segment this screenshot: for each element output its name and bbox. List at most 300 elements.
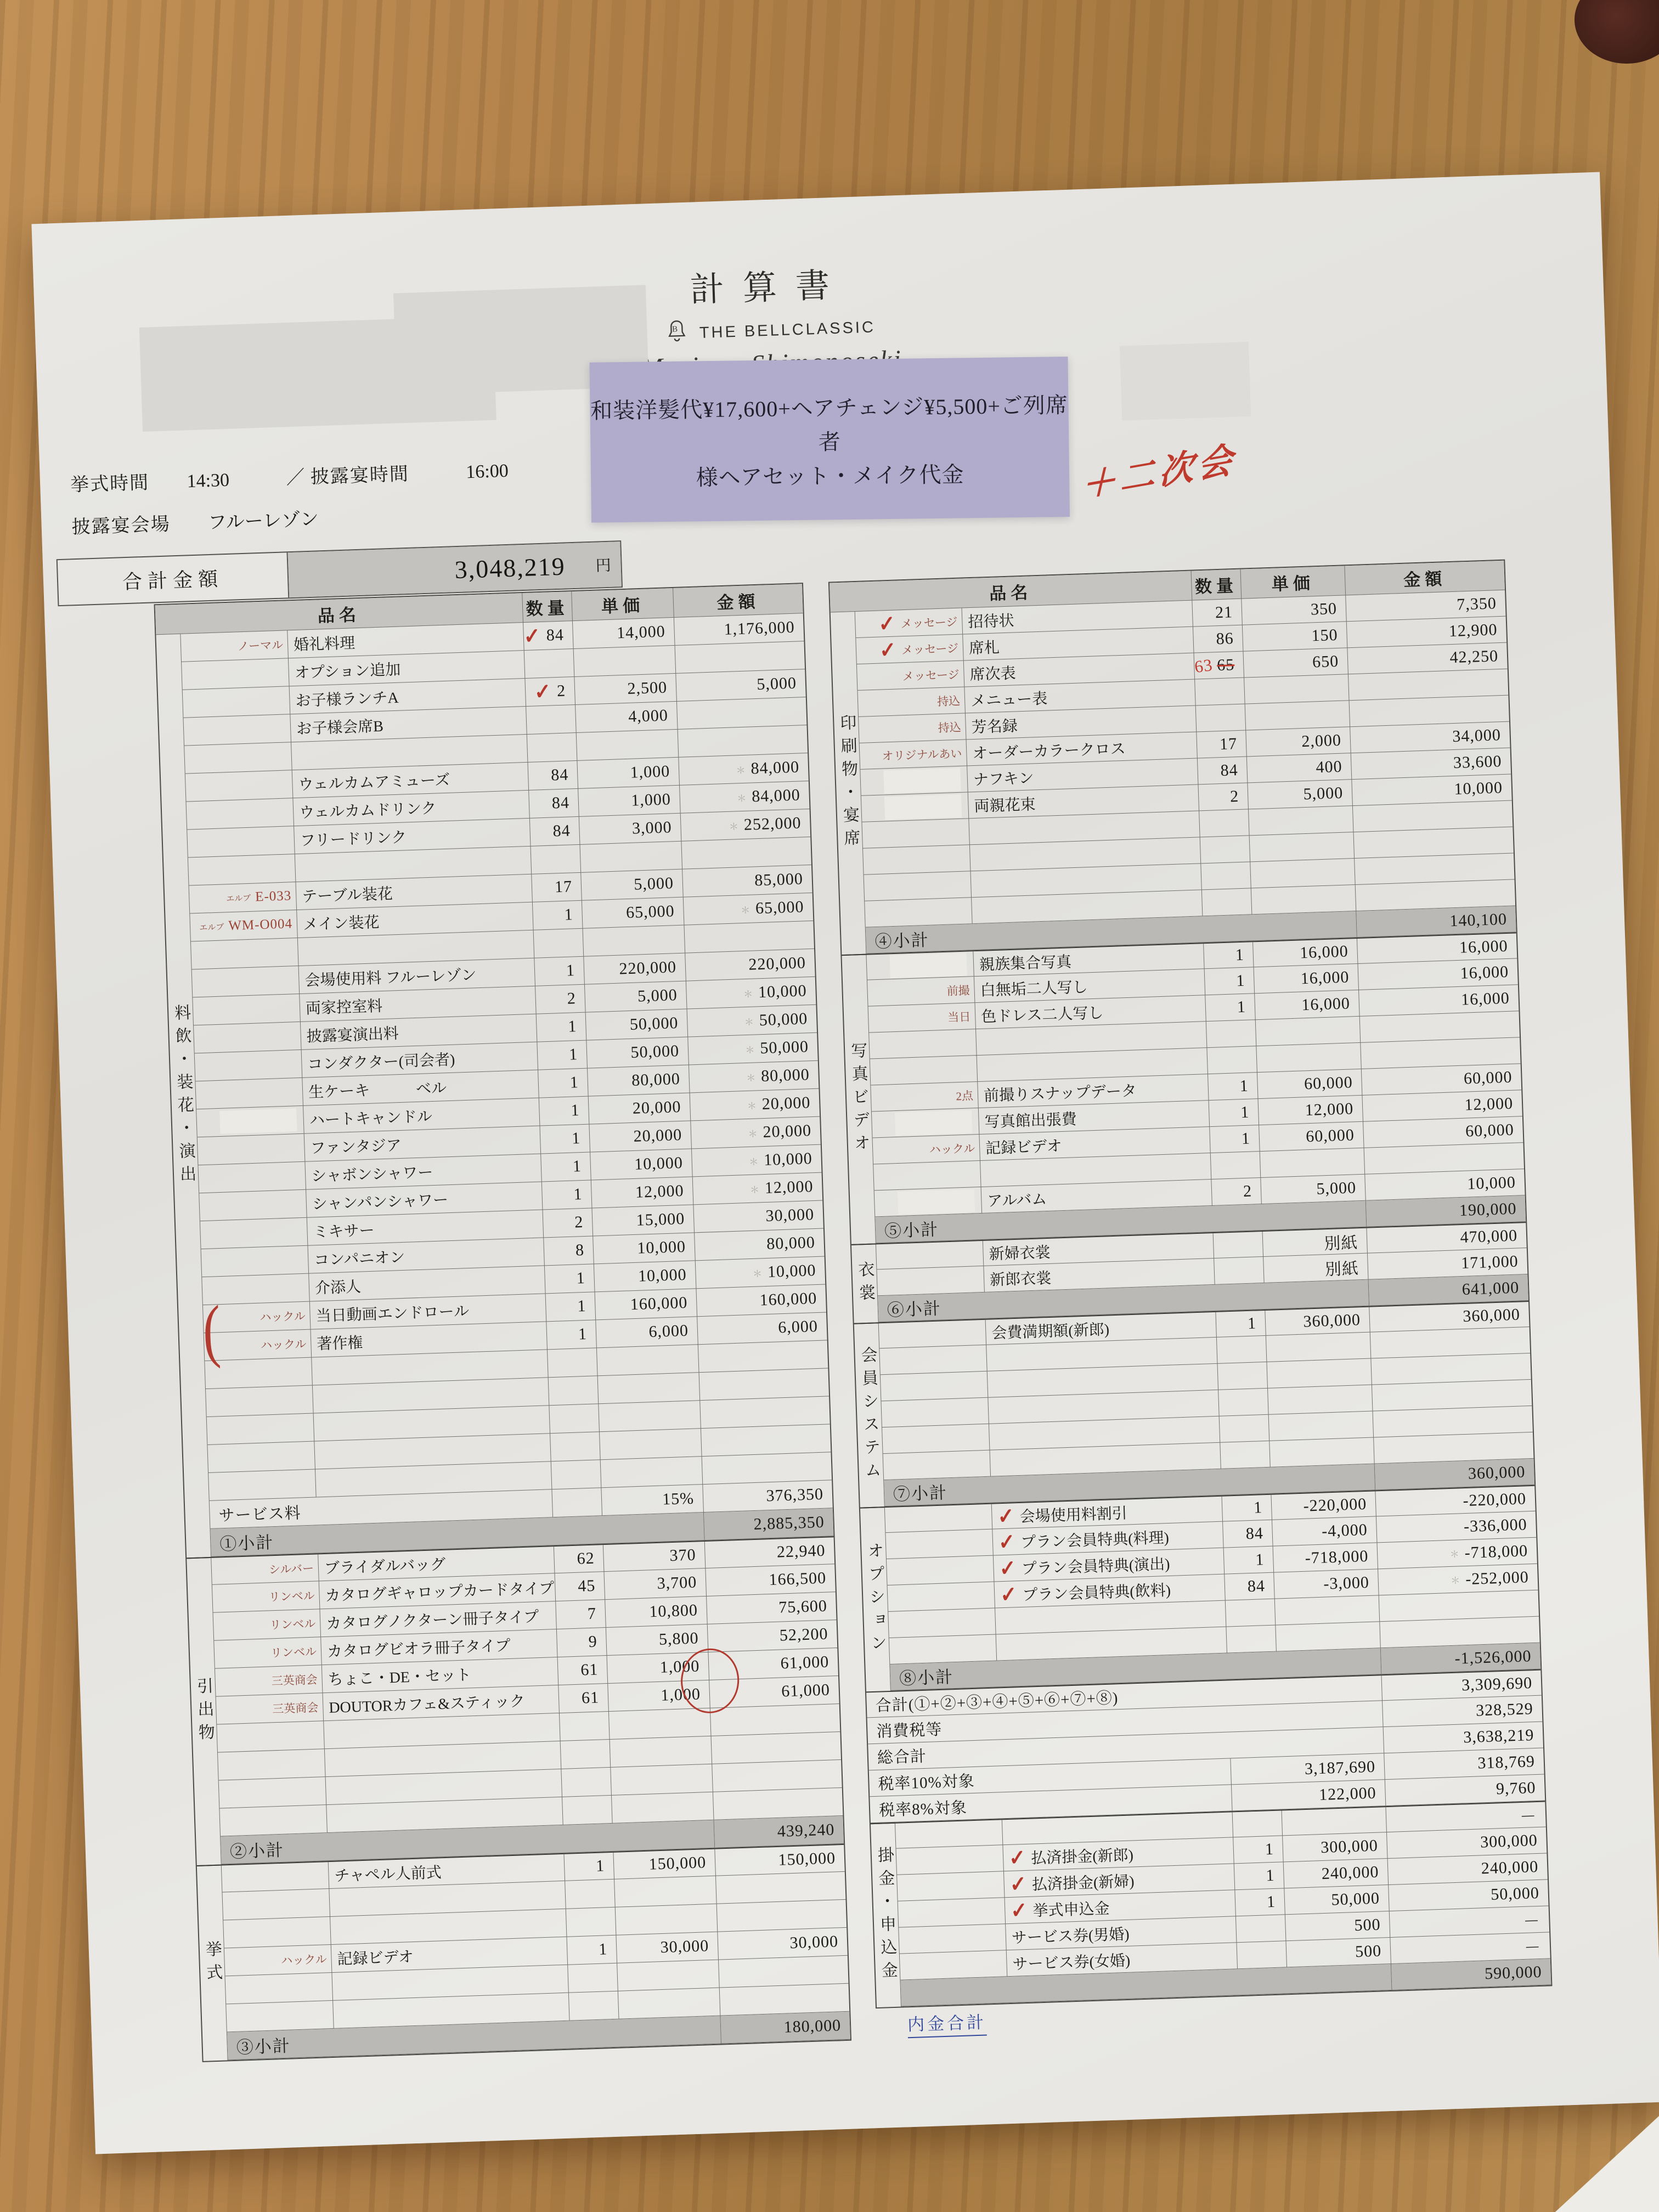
service-fee-mark: ＊ bbox=[749, 1156, 759, 1167]
red-paren-annotation: ( bbox=[201, 1291, 222, 1370]
item-qty: 1 bbox=[1205, 967, 1255, 995]
vendor-label bbox=[213, 1609, 321, 1640]
subtotal-label: ②小計 bbox=[221, 1820, 715, 1865]
subtotal-amount: 641,000 bbox=[1369, 1274, 1528, 1306]
subtotal-label: ⑥小計 bbox=[878, 1280, 1369, 1323]
vendor-label bbox=[870, 1056, 978, 1085]
item-amount bbox=[700, 1396, 830, 1429]
total-amount: 3,309,690 bbox=[1382, 1671, 1542, 1701]
col-header-qty: 数量 bbox=[522, 591, 573, 623]
item-name-text: DOUTORカフェ&スティック bbox=[328, 1693, 526, 1717]
checkmark-icon: ✓ bbox=[534, 679, 552, 704]
vendor-label bbox=[214, 1637, 322, 1668]
section-label-text: 印刷物・宴席 bbox=[837, 714, 860, 853]
item-qty bbox=[561, 1740, 611, 1769]
item-unit-price: 50,000 bbox=[586, 1037, 689, 1069]
service-fee-mark: ＊ bbox=[744, 1017, 755, 1028]
item-unit-price: 5,000 bbox=[581, 870, 684, 901]
item-amount bbox=[675, 641, 805, 674]
ceremony-time-label: 挙式時間 bbox=[70, 472, 150, 496]
vendor-name: メッセージ bbox=[900, 615, 958, 630]
vendor-label bbox=[183, 686, 291, 718]
item-unit-price bbox=[1266, 1333, 1371, 1362]
item-qty bbox=[1199, 809, 1250, 837]
redaction-box bbox=[889, 952, 967, 978]
service-fee-rate: 15% bbox=[601, 1485, 704, 1516]
item-qty bbox=[527, 733, 578, 763]
yen-label: 円 bbox=[595, 557, 612, 575]
redaction-box bbox=[884, 794, 962, 820]
item-amount: ＊ 65,000 bbox=[684, 893, 814, 926]
section-label-text: 会員システム bbox=[858, 1346, 881, 1485]
item-unit-price: 16,000 bbox=[1254, 964, 1359, 994]
subtotal-amount: 180,000 bbox=[720, 2012, 850, 2044]
item-qty: 2 bbox=[543, 1208, 594, 1238]
checkmark-icon: ✓ bbox=[1008, 1845, 1026, 1870]
item-name-text: 会場使用料 フルーレゾン bbox=[304, 967, 477, 990]
vendor-name: ノーマル bbox=[237, 638, 284, 653]
vendor-label bbox=[188, 854, 296, 885]
vendor-label bbox=[219, 1777, 327, 1808]
vendor-name: メッセージ bbox=[901, 641, 959, 657]
table-object bbox=[1575, 0, 1659, 64]
vendor-label bbox=[206, 1386, 314, 1417]
vendor-name: 持込 bbox=[938, 720, 962, 735]
col-header-amount: 金額 bbox=[1345, 561, 1505, 596]
item-qty bbox=[548, 1348, 598, 1378]
vendor-label bbox=[883, 1451, 991, 1480]
item-amount: 75,600 bbox=[707, 1592, 837, 1624]
vendor-label bbox=[187, 798, 295, 830]
item-unit-price: 3,000 bbox=[579, 814, 682, 845]
uchikin-total-label: 内金合計 bbox=[907, 2008, 987, 2038]
item-qty: 1 bbox=[539, 1097, 590, 1126]
vendor-label bbox=[872, 1108, 979, 1138]
item-qty bbox=[1220, 1441, 1271, 1469]
vendor-label bbox=[899, 1924, 1006, 1954]
item-unit-price: 30,000 bbox=[616, 1932, 719, 1963]
item-unit-price: 300,000 bbox=[1283, 1832, 1387, 1862]
vendor-name: エルブ bbox=[199, 922, 224, 933]
item-unit-price bbox=[574, 646, 676, 677]
item-name-text: 生ケーキ ベル bbox=[308, 1080, 447, 1102]
item-qty: 1 bbox=[1224, 1547, 1274, 1575]
vendor-label bbox=[185, 770, 294, 802]
vendor-label bbox=[224, 1945, 332, 1976]
handwritten-annotation: ＋二次会 bbox=[1081, 439, 1237, 506]
item-amount bbox=[720, 1984, 850, 2016]
vendor-label bbox=[895, 1820, 1003, 1848]
item-amount: 60,000 bbox=[1362, 1064, 1521, 1096]
item-amount: － bbox=[1390, 1932, 1550, 1964]
item-unit-price bbox=[597, 1345, 699, 1376]
tax-base: 3,187,690 bbox=[1231, 1753, 1385, 1785]
item-qty bbox=[1217, 1336, 1267, 1364]
item-unit-price: 150,000 bbox=[613, 1849, 716, 1880]
col-header-item: 品名 bbox=[830, 571, 1192, 613]
vendor-label bbox=[882, 1424, 990, 1454]
item-unit-price: 12,000 bbox=[1259, 1096, 1363, 1125]
subtotal-amount: 439,240 bbox=[714, 1816, 844, 1848]
vendor-name: メッセージ bbox=[902, 668, 960, 683]
item-unit-price bbox=[580, 842, 682, 873]
item-qty: 61 bbox=[558, 1684, 609, 1713]
item-unit-price: -4,000 bbox=[1272, 1516, 1377, 1546]
service-fee-mark: ＊ bbox=[745, 1044, 755, 1056]
item-name-text: 会費満期額(新郎) bbox=[991, 1321, 1110, 1342]
item-unit-price: 15,000 bbox=[592, 1205, 695, 1236]
vendor-label bbox=[200, 1218, 308, 1249]
vendor-label bbox=[896, 1845, 1003, 1875]
item-unit-price: 10,000 bbox=[594, 1261, 697, 1292]
left-table bbox=[154, 583, 852, 2062]
item-amount bbox=[698, 1340, 828, 1373]
vendor-label bbox=[867, 977, 975, 1006]
item-unit-price: 65,000 bbox=[582, 898, 685, 929]
item-qty: 1 bbox=[537, 1041, 588, 1070]
item-unit-price: 370 bbox=[603, 1542, 706, 1572]
item-qty bbox=[1220, 1415, 1270, 1443]
item-amount: 12,900 bbox=[1347, 617, 1506, 648]
item-amount: 85,000 bbox=[682, 865, 812, 898]
service-fee-label: サービス料 bbox=[210, 1489, 553, 1529]
item-qty: 2 bbox=[1211, 1178, 1262, 1206]
vendor-label bbox=[888, 1582, 995, 1612]
item-amount: 52,200 bbox=[708, 1620, 838, 1652]
item-amount: 34,000 bbox=[1350, 722, 1510, 754]
item-name-text: メイン装花 bbox=[302, 914, 380, 934]
item-amount: 16,000 bbox=[1358, 958, 1517, 990]
sticky-note bbox=[590, 357, 1070, 523]
event-info bbox=[70, 450, 676, 554]
item-unit-price: 50,000 bbox=[1284, 1885, 1389, 1915]
item-qty: 1 bbox=[1233, 1836, 1284, 1864]
item-unit-price: 別紙 bbox=[1263, 1254, 1368, 1283]
item-unit-price bbox=[1256, 1043, 1361, 1073]
item-unit-price: 20,000 bbox=[589, 1093, 691, 1124]
total-label: 消費税等 bbox=[867, 1701, 1384, 1744]
item-unit-price bbox=[1276, 1622, 1380, 1651]
item-name-text: ちょこ・DE・セット bbox=[328, 1667, 472, 1689]
item-unit-price: 1,000 bbox=[577, 758, 680, 789]
item-qty bbox=[1226, 1599, 1276, 1627]
item-amount: ＊ -252,000 bbox=[1378, 1564, 1538, 1596]
item-amount bbox=[678, 725, 808, 758]
item-unit-price bbox=[583, 926, 686, 957]
struck-qty: 65 bbox=[1216, 655, 1235, 674]
item-name-text: テーブル装花 bbox=[301, 885, 393, 906]
item-qty bbox=[1211, 1152, 1261, 1180]
item-unit-price bbox=[611, 1764, 713, 1796]
item-qty: 1 bbox=[1222, 1495, 1272, 1522]
item-amount: 6,000 bbox=[697, 1312, 827, 1345]
service-fee-mark: ＊ bbox=[749, 1184, 760, 1195]
vendor-name: 2点 bbox=[956, 1088, 974, 1103]
item-qty: 86 bbox=[1193, 625, 1244, 653]
item-unit-price: 16,000 bbox=[1253, 939, 1358, 967]
item-name-text: お子様会席B bbox=[296, 718, 384, 738]
venue-value: フルーレゾン bbox=[207, 509, 319, 534]
service-fee-mark: ＊ bbox=[1449, 1549, 1460, 1560]
item-name-text: カタログギャロップカードタイプ bbox=[325, 1580, 555, 1605]
item-name-text: 招待状 bbox=[967, 612, 1014, 631]
vendor-label bbox=[888, 1609, 996, 1638]
item-unit-price: 60,000 bbox=[1257, 1069, 1362, 1099]
item-amount: 470,000 bbox=[1367, 1223, 1526, 1254]
item-name-text: 新婦衣裳 bbox=[989, 1244, 1051, 1263]
vendor-code: WM-O004 bbox=[228, 916, 293, 934]
item-amount: 12,000 bbox=[1362, 1090, 1522, 1122]
item-unit-price bbox=[598, 1373, 701, 1404]
handwritten-qty: 63 bbox=[1193, 654, 1214, 676]
item-amount: ＊ 10,000 bbox=[692, 1145, 822, 1177]
section-label-text: 掛金・申込金 bbox=[874, 1846, 898, 1985]
redaction-box bbox=[1120, 342, 1251, 421]
col-header-unit: 単価 bbox=[572, 588, 674, 621]
vendor-name: 持込 bbox=[936, 694, 961, 708]
note-line-2: 様ヘアセット・メイク代金 bbox=[696, 462, 964, 490]
item-name-text: ハートキャンドル bbox=[309, 1108, 433, 1130]
item-name-text: シャンパンシャワー bbox=[312, 1192, 449, 1214]
vendor-label bbox=[217, 1721, 325, 1752]
item-qty bbox=[1196, 704, 1246, 732]
item-qty: 9 bbox=[557, 1628, 607, 1657]
vendor-label bbox=[861, 792, 969, 822]
item-qty bbox=[566, 1908, 617, 1937]
service-fee-qty bbox=[552, 1488, 602, 1517]
item-amount bbox=[681, 837, 811, 870]
item-amount: 22,940 bbox=[705, 1537, 834, 1568]
slash: ／ bbox=[285, 467, 307, 489]
vendor-label bbox=[199, 1190, 307, 1221]
item-qty bbox=[568, 1963, 618, 1993]
item-unit-price bbox=[601, 1457, 703, 1488]
vendor-label bbox=[859, 713, 966, 743]
item-amount: ＊ 84,000 bbox=[679, 753, 809, 786]
item-amount bbox=[712, 1732, 842, 1764]
vendor-label bbox=[226, 2001, 334, 2032]
item-amount bbox=[717, 1900, 847, 1932]
vendor-name: ハックル bbox=[280, 1953, 327, 1968]
vendor-label bbox=[868, 1003, 976, 1032]
subtotal-label: ③小計 bbox=[227, 2016, 721, 2061]
item-unit-price: 500 bbox=[1286, 1938, 1391, 1967]
vendor-label bbox=[198, 1162, 306, 1193]
item-name-text: 席次表 bbox=[969, 664, 1017, 684]
section-label-text: 引出物 bbox=[194, 1677, 215, 1747]
right-table bbox=[828, 560, 1553, 2008]
item-qty: 1 bbox=[538, 1069, 589, 1098]
item-qty bbox=[531, 845, 582, 874]
subtotal-label: ⑤小計 bbox=[875, 1201, 1367, 1244]
item-amount: － bbox=[1390, 1906, 1549, 1938]
item-amount: 30,000 bbox=[718, 1928, 848, 1960]
section-label-text: 衣裳 bbox=[855, 1260, 875, 1307]
item-amount: -336,000 bbox=[1376, 1511, 1536, 1543]
col-header-unit: 単価 bbox=[1241, 566, 1346, 599]
item-amount: ＊ 80,000 bbox=[689, 1061, 819, 1093]
vendor-label bbox=[869, 1029, 977, 1059]
vendor-name: 前撮 bbox=[946, 983, 970, 998]
item-qty: 1 bbox=[540, 1125, 590, 1154]
item-name-text: お子様ランチA bbox=[295, 689, 399, 710]
col-header-amount: 金額 bbox=[673, 584, 803, 618]
item-unit-price: 240,000 bbox=[1284, 1859, 1389, 1888]
vendor-label bbox=[193, 994, 301, 1025]
item-qty bbox=[524, 649, 575, 679]
service-fee-mark: ＊ bbox=[746, 1072, 757, 1084]
vendor-label bbox=[856, 635, 963, 664]
item-amount: 80,000 bbox=[695, 1229, 825, 1261]
item-unit-price bbox=[610, 1736, 713, 1768]
vendor-label bbox=[189, 882, 297, 913]
total-amount: 3,638,219 bbox=[1384, 1722, 1543, 1754]
vendor-label bbox=[211, 1554, 319, 1584]
vendor-label bbox=[218, 1749, 326, 1780]
item-qty: 84 bbox=[530, 817, 580, 847]
item-name-text: ナフキン bbox=[973, 769, 1035, 789]
vendor-label bbox=[207, 1414, 315, 1445]
vendor-label bbox=[877, 1266, 984, 1296]
item-qty: 1 bbox=[1204, 942, 1254, 969]
service-fee-mark: ＊ bbox=[737, 793, 747, 804]
item-name-text: 婚礼料理 bbox=[293, 635, 356, 654]
item-name-text: メニュー表 bbox=[970, 690, 1048, 710]
subtotal-label: ⑧小計 bbox=[890, 1648, 1381, 1691]
item-amount: － bbox=[1386, 1802, 1545, 1832]
note-line-1: 和装洋髪代¥17,600+ヘアチェンジ¥5,500+ご列席者 bbox=[590, 393, 1069, 455]
item-name-text: 披露宴演出料 bbox=[306, 1025, 399, 1046]
item-unit-price bbox=[1269, 1437, 1374, 1467]
item-unit-price bbox=[1250, 832, 1355, 862]
item-name-text: アルバム bbox=[986, 1190, 1047, 1210]
vendor-name: ハックル bbox=[929, 1141, 975, 1156]
tax-amount: 9,760 bbox=[1385, 1775, 1545, 1807]
item-unit-price bbox=[1245, 701, 1350, 730]
checkmark-icon: ✓ bbox=[1010, 1898, 1028, 1923]
item-qty: 1 bbox=[1234, 1862, 1285, 1890]
subtotal-label: ④小計 bbox=[866, 911, 1357, 954]
item-amount bbox=[677, 697, 807, 730]
item-amount: 171,000 bbox=[1368, 1248, 1527, 1280]
item-amount: 240,000 bbox=[1388, 1853, 1548, 1885]
item-name-text: カタログビオラ冊子タイプ bbox=[326, 1637, 511, 1661]
item-qty bbox=[1214, 1232, 1263, 1259]
vendor-label bbox=[881, 1398, 989, 1427]
item-qty bbox=[560, 1712, 610, 1741]
grand-total-label: 合計金額 bbox=[58, 552, 289, 605]
vendor-label bbox=[889, 1634, 997, 1664]
item-name-text: 会場使用料割引 bbox=[1019, 1504, 1128, 1526]
item-qty: 1 bbox=[1205, 994, 1256, 1022]
vendor-label bbox=[216, 1693, 324, 1724]
item-qty: 1 bbox=[533, 901, 583, 930]
item-name-text: ミキサー bbox=[313, 1222, 375, 1242]
item-amount bbox=[684, 921, 814, 953]
item-qty: 62 bbox=[554, 1545, 605, 1573]
item-name-text: ウェルカムアミューズ bbox=[298, 771, 450, 794]
item-qty: ✓ 2 bbox=[525, 677, 575, 707]
item-unit-price bbox=[577, 730, 679, 761]
service-fee-mark: ＊ bbox=[752, 1268, 763, 1279]
item-amount bbox=[719, 1956, 849, 1988]
item-qty: 1 bbox=[1210, 1125, 1260, 1153]
item-name-text: オーダーカラークロス bbox=[972, 740, 1126, 763]
vendor-label bbox=[195, 1050, 303, 1081]
item-amount: ＊ 84,000 bbox=[680, 781, 810, 814]
item-unit-price: 50,000 bbox=[586, 1009, 689, 1041]
item-qty bbox=[1226, 1626, 1277, 1654]
item-name-text: オプション追加 bbox=[294, 661, 401, 682]
item-unit-price bbox=[1256, 1017, 1361, 1046]
checkmark-icon: ✓ bbox=[1009, 1871, 1027, 1897]
item-qty: 61 bbox=[558, 1656, 608, 1685]
checkmark-icon: ✓ bbox=[523, 624, 541, 649]
item-name-text: フリードリンク bbox=[300, 829, 407, 850]
vendor-label bbox=[191, 938, 299, 969]
item-unit-price: 360,000 bbox=[1265, 1307, 1370, 1336]
subtotal-amount: 2,885,350 bbox=[704, 1508, 834, 1541]
subtotal-amount: 190,000 bbox=[1366, 1195, 1526, 1227]
item-unit-price: 1,000 bbox=[578, 786, 681, 817]
item-name-text: 白無垢二人写し bbox=[980, 978, 1088, 1000]
item-qty: 17 bbox=[1197, 730, 1247, 758]
item-qty: 7 bbox=[556, 1600, 606, 1629]
subtotal-label: ①小計 bbox=[210, 1513, 704, 1557]
vendor-label bbox=[885, 1530, 993, 1559]
item-amount bbox=[710, 1704, 840, 1736]
item-unit-price: 3,700 bbox=[604, 1568, 707, 1600]
venue-line bbox=[71, 492, 675, 539]
item-qty: 1 bbox=[545, 1264, 595, 1294]
redaction-box bbox=[898, 1189, 975, 1215]
item-unit-price: 220,000 bbox=[584, 953, 686, 985]
svg-text:B: B bbox=[672, 325, 681, 334]
vendor-name: ハックル bbox=[260, 1337, 307, 1352]
vendor-label bbox=[860, 740, 967, 769]
item-unit-price: 150 bbox=[1243, 622, 1347, 651]
vendor-label bbox=[881, 1372, 988, 1401]
item-unit-price: 16,000 bbox=[1255, 990, 1359, 1020]
vendor-label bbox=[194, 1022, 302, 1053]
item-amount: 30,000 bbox=[693, 1201, 823, 1233]
vendor-name: 三英商会 bbox=[272, 1701, 319, 1716]
item-amount: 360,000 bbox=[1369, 1302, 1529, 1333]
item-qty: 84 bbox=[1198, 757, 1248, 785]
item-qty bbox=[1200, 836, 1251, 864]
total-label: 総合計 bbox=[868, 1727, 1384, 1770]
item-qty: 1 bbox=[542, 1181, 592, 1210]
item-unit-price bbox=[1268, 1385, 1373, 1415]
vendor-name: シルバー bbox=[268, 1561, 314, 1577]
item-qty bbox=[534, 929, 584, 958]
vendor-label bbox=[190, 910, 298, 941]
item-name-text: ブライダルバッグ bbox=[324, 1556, 446, 1578]
section-label-text: 写真ビデオ bbox=[848, 1041, 870, 1158]
vendor-name: リンベル bbox=[268, 1589, 315, 1604]
vendor-label bbox=[183, 714, 291, 746]
vendor-label bbox=[184, 742, 292, 774]
item-name-text: 払済掛金(新郎) bbox=[1030, 1846, 1134, 1867]
item-name-text: プラン会員特典(演出) bbox=[1021, 1555, 1170, 1578]
item-qty: 84 bbox=[529, 789, 579, 819]
item-amount: ＊ 10,000 bbox=[686, 977, 816, 1009]
vendor-label bbox=[871, 1082, 978, 1111]
vendor-label bbox=[225, 1973, 334, 2004]
item-unit-price: 500 bbox=[1285, 1911, 1390, 1941]
item-unit-price: -3,000 bbox=[1274, 1569, 1379, 1599]
item-name-text: 介添人 bbox=[314, 1278, 362, 1297]
